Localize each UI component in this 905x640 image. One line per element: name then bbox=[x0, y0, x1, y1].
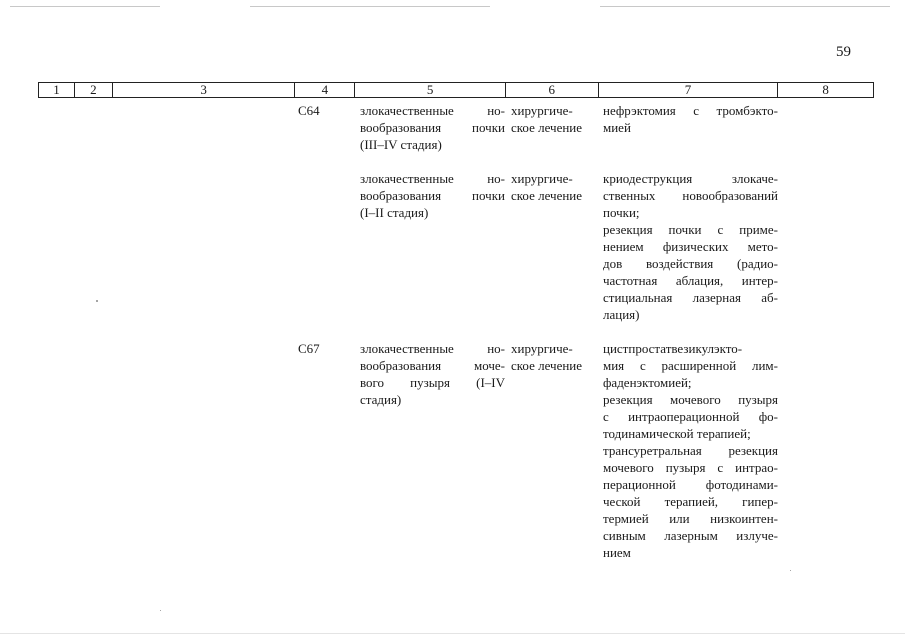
row-2-diagnosis-line: вообразования почки bbox=[360, 188, 505, 203]
row-1-method bbox=[603, 102, 778, 136]
scan-artifact-top-center bbox=[250, 6, 490, 7]
row-2-method-line: нением физических мето- bbox=[603, 239, 778, 254]
row-1-treatment-line: ское лечение bbox=[511, 120, 583, 135]
scan-artifact-bottom bbox=[0, 633, 905, 634]
row-3-method bbox=[603, 340, 778, 561]
row-1-treatment-line: хирургиче- bbox=[511, 103, 573, 118]
row-3-method-line: ческой терапией, гипер- bbox=[603, 494, 778, 509]
row-3-method-line: мочевого пузыря с интрао- bbox=[603, 460, 778, 475]
row-1-method-line: мией bbox=[603, 120, 631, 135]
row-2-method bbox=[603, 170, 778, 323]
row-3-diagnosis bbox=[360, 340, 505, 408]
row-2-method-line: почки; bbox=[603, 205, 640, 220]
row-3-diagnosis-line: стадия) bbox=[360, 392, 402, 407]
row-3-method-line: мия с расширенной лим- bbox=[603, 358, 778, 373]
table-header-row bbox=[38, 82, 874, 98]
scan-speck bbox=[96, 300, 98, 302]
header-cell-3: 3 bbox=[113, 83, 296, 97]
row-3-treatment bbox=[511, 340, 599, 374]
row-2-diagnosis-line: (I–II стадия) bbox=[360, 205, 429, 220]
row-3-diagnosis-line: вого пузыря (I–IV bbox=[360, 375, 505, 390]
scan-artifact-top-right bbox=[600, 6, 890, 7]
row-2-method-line: лация) bbox=[603, 307, 640, 322]
row-3-method-line: тодинамической терапией; bbox=[603, 426, 751, 441]
row-3-method-line: термией или низкоинтен- bbox=[603, 511, 778, 526]
row-2-method-line: стициальная лазерная аб- bbox=[603, 290, 778, 305]
row-2-diagnosis-line: злокачественные но- bbox=[360, 171, 505, 186]
header-cell-8: 8 bbox=[822, 82, 829, 97]
row-1-treatment bbox=[511, 102, 599, 136]
row-3-method-line: резекция мочевого пузыря bbox=[603, 392, 778, 407]
scan-speck bbox=[790, 570, 791, 571]
row-1-diagnosis-line: (III–IV стадия) bbox=[360, 137, 442, 152]
row-2-method-line: ственных новообразований bbox=[603, 188, 778, 203]
row-3-code: C67 bbox=[298, 341, 320, 356]
row-2-method-line: дов воздействия (радио- bbox=[603, 256, 778, 271]
header-cell-4: 4 bbox=[295, 83, 355, 97]
row-2-method-line: резекция почки с приме- bbox=[603, 222, 778, 237]
row-2-method-line: частотная аблация, интер- bbox=[603, 273, 778, 288]
scan-speck bbox=[160, 610, 161, 611]
row-2-treatment bbox=[511, 170, 599, 204]
row-2-treatment-line: ское лечение bbox=[511, 188, 583, 203]
row-1-method-line: нефрэктомия с тромбэкто- bbox=[603, 103, 778, 118]
row-3-method-line: цистпростатвезикулэкто- bbox=[603, 341, 743, 356]
row-2-diagnosis bbox=[360, 170, 505, 221]
header-cell-1: 1 bbox=[39, 83, 75, 97]
scan-artifact-top-left bbox=[10, 6, 160, 7]
row-3-treatment-line: хирургиче- bbox=[511, 341, 573, 356]
header-cell-5: 5 bbox=[355, 83, 506, 97]
row-3-method-line: нием bbox=[603, 545, 631, 560]
row-2-treatment-line: хирургиче- bbox=[511, 171, 573, 186]
row-2-method-line: криодеструкция злокаче- bbox=[603, 171, 778, 186]
row-3-method-line: с интраоперационной фо- bbox=[603, 409, 778, 424]
header-cell-2: 2 bbox=[75, 83, 113, 97]
row-1-diagnosis bbox=[360, 102, 505, 153]
row-1-diagnosis-line: вообразования почки bbox=[360, 120, 505, 135]
row-3-method-line: трансуретральная резекция bbox=[603, 443, 778, 458]
row-3-treatment-line: ское лечение bbox=[511, 358, 583, 373]
header-cell-7: 7 bbox=[599, 83, 779, 97]
row-3-diagnosis-line: злокачественные но- bbox=[360, 341, 505, 356]
row-3-diagnosis-line: вообразования моче- bbox=[360, 358, 505, 373]
page-number: 59 bbox=[836, 44, 851, 60]
row-1-code: C64 bbox=[298, 103, 320, 118]
row-1-diagnosis-line: злокачественные но- bbox=[360, 103, 505, 118]
row-3-method-line: сивным лазерным излуче- bbox=[603, 528, 778, 543]
row-3-method-line: фаденэктомией; bbox=[603, 375, 692, 390]
header-cell-6: 6 bbox=[506, 83, 599, 97]
row-3-method-line: перационной фотодинами- bbox=[603, 477, 778, 492]
